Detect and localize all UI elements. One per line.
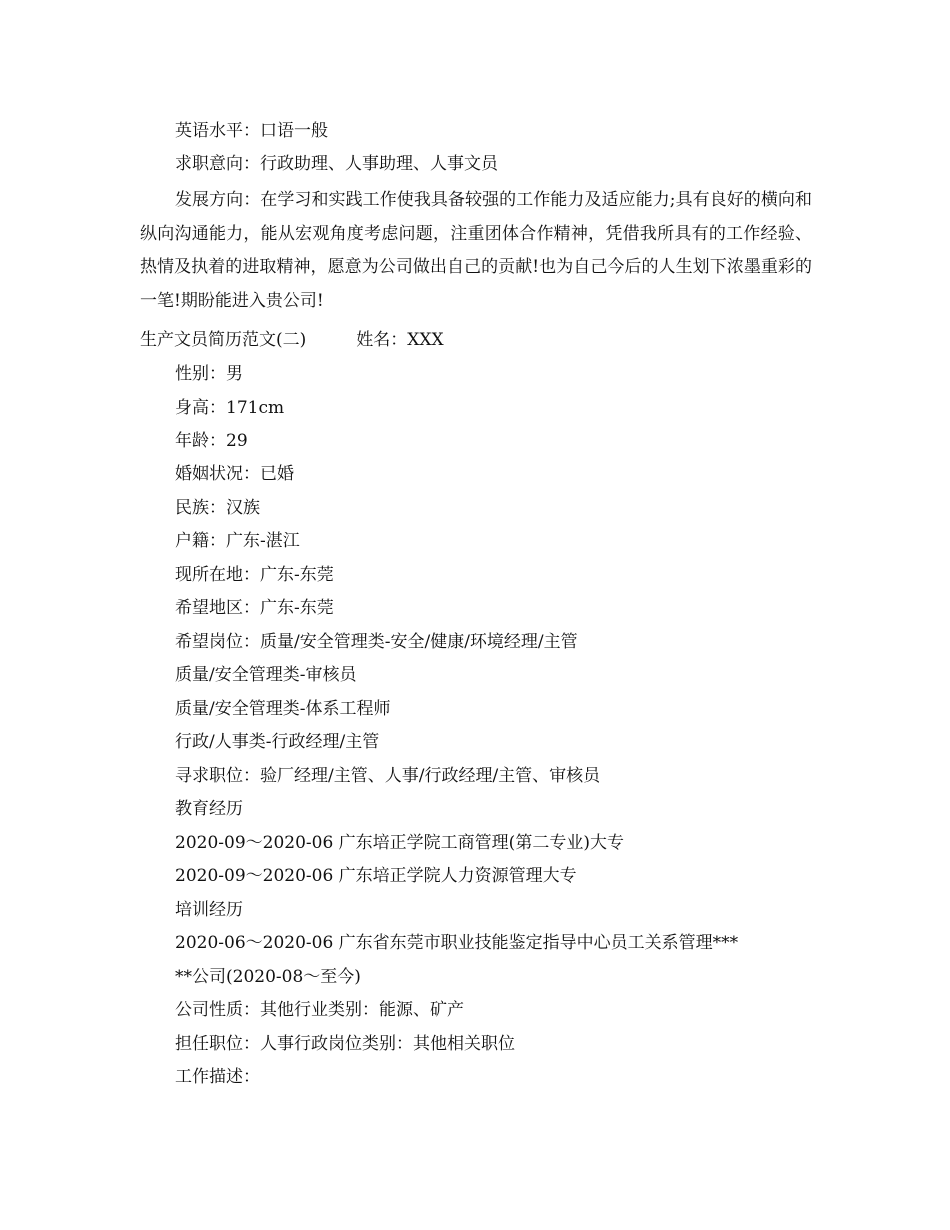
job-intention-line: 求职意向：行政助理、人事助理、人事文员 [175, 154, 498, 174]
field-household-registration: 户籍：广东-湛江 [175, 531, 300, 551]
extra-position-line: 质量/安全管理类-审核员 [175, 665, 357, 685]
name-field: 姓名：XXX [356, 330, 444, 350]
training-item: 2020-06～2020-06 广东省东莞市职业技能鉴定指导中心员工关系管理*** [175, 933, 739, 953]
section-title: 生产文员简历范文(二) [140, 330, 307, 350]
extra-position-line: 行政/人事类-行政经理/主管 [175, 732, 380, 752]
development-paragraph: 发展方向：在学习和实践工作使我具备较强的工作能力及适应能力;具有良好的横向和纵向沟通能力，能从宏观角度考虑问题，注重团体合作精神，凭借我所具有的工作经验、热情及执着的进取精神，愿意为公司做出自己的贡献!也为自己今后的人生划下浓墨重彩的一笔!期盼能进入贵公司! [140, 190, 812, 311]
education-item: 2020-09～2020-06 广东培正学院人力资源管理大专 [175, 866, 577, 886]
training-heading: 培训经历 [175, 900, 243, 920]
field-gender: 性别：男 [175, 364, 243, 384]
field-ethnicity: 民族：汉族 [175, 498, 260, 518]
field-current-location: 现所在地：广东-东莞 [175, 565, 334, 585]
field-marital-status: 婚姻状况：已婚 [175, 464, 294, 484]
extra-position-line: 质量/安全管理类-体系工程师 [175, 699, 391, 719]
role-line: 担任职位：人事行政岗位类别：其他相关职位 [175, 1034, 515, 1054]
company-nature-line: 公司性质：其他行业类别：能源、矿产 [175, 1000, 464, 1020]
field-height: 身高：171cm [175, 398, 285, 418]
company-line: **公司(2020-08～至今) [175, 967, 361, 987]
seeking-position-line: 寻求职位：验厂经理/主管、人事/行政经理/主管、审核员 [175, 766, 601, 786]
field-age: 年龄：29 [175, 431, 248, 451]
field-desired-region: 希望地区：广东-东莞 [175, 598, 334, 618]
education-item: 2020-09～2020-06 广东培正学院工商管理(第二专业)大专 [175, 833, 624, 853]
english-level-line: 英语水平：口语一般 [175, 121, 328, 141]
field-desired-position: 希望岗位：质量/安全管理类-安全/健康/环境经理/主管 [175, 632, 578, 652]
work-description-label: 工作描述： [175, 1067, 260, 1087]
education-heading: 教育经历 [175, 799, 243, 819]
section-title-row [140, 329, 444, 351]
